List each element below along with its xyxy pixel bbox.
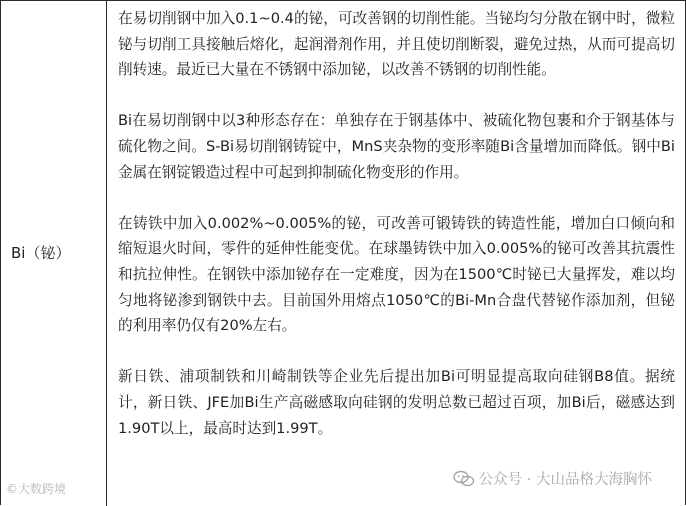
paragraph-cast-iron: 在铸铁中加入0.002%~0.005%的铋，可改善可锻铸铁的铸造性能，增加白口倾向和缩短退火时间，零件的延伸性能变优。在球墨铸铁中加入0.005%的铋可改善其抗震性和抗拉伸性。在钢铁中添加铋存在一定难度，因为在1500℃时铋已大量挥发，难以均匀地将铋渗到钢铁中去。目前国外用熔点1050℃的Bi-Mn合盘代替铋作添加剂，但铋的利用率仍仅有20%左右。 bbox=[118, 214, 675, 335]
watermark-account-text: 公众号 · 大山品格大海胸怀 bbox=[478, 472, 652, 488]
paragraph-bi-forms: Bi在易切削钢中以3种形态存在：单独存在于钢基体中、被硫化物包裹和介于钢基体与硫化物之间。S-Bi易切削钢铸锭中，MnS夹杂物的变形率随Bi含量增加而降低。钢中Bi金属在钢锭锻造过程中可起到抑制硫化物变形的作用。 bbox=[118, 112, 675, 181]
element-cell bbox=[1, 1, 107, 506]
watermark-source: ©大数跨境 bbox=[6, 482, 67, 496]
paragraph-gap bbox=[118, 339, 675, 365]
paragraph-gap bbox=[118, 185, 675, 211]
paragraph-silicon-steel: 新日铁、浦项制铁和川崎制铁等企业先后提出加Bi可明显提高取向硅钢B8值。据统计，新日铁、JFE加Bi生产高磁感取向硅钢的发明总数已超过百项，加Bi后，磁感达到1.90T以上，最高时达到1.99T。 bbox=[118, 368, 675, 437]
element-label: Bi（铋） bbox=[11, 244, 71, 262]
description-cell bbox=[108, 1, 685, 506]
paragraph-gap bbox=[118, 83, 675, 109]
paragraph-free-cutting-steel: 在易切削钢中加入0.1~0.4的铋，可改善钢的切削性能。当铋均匀分散在钢中时，微粒铋与切削工具接触后熔化，起润滑剂作用，并且使切削断裂，避免过热，从而可提高切削转速。最近已大量在不锈钢中添加铋，以改善不锈钢的切削性能。 bbox=[118, 10, 675, 79]
